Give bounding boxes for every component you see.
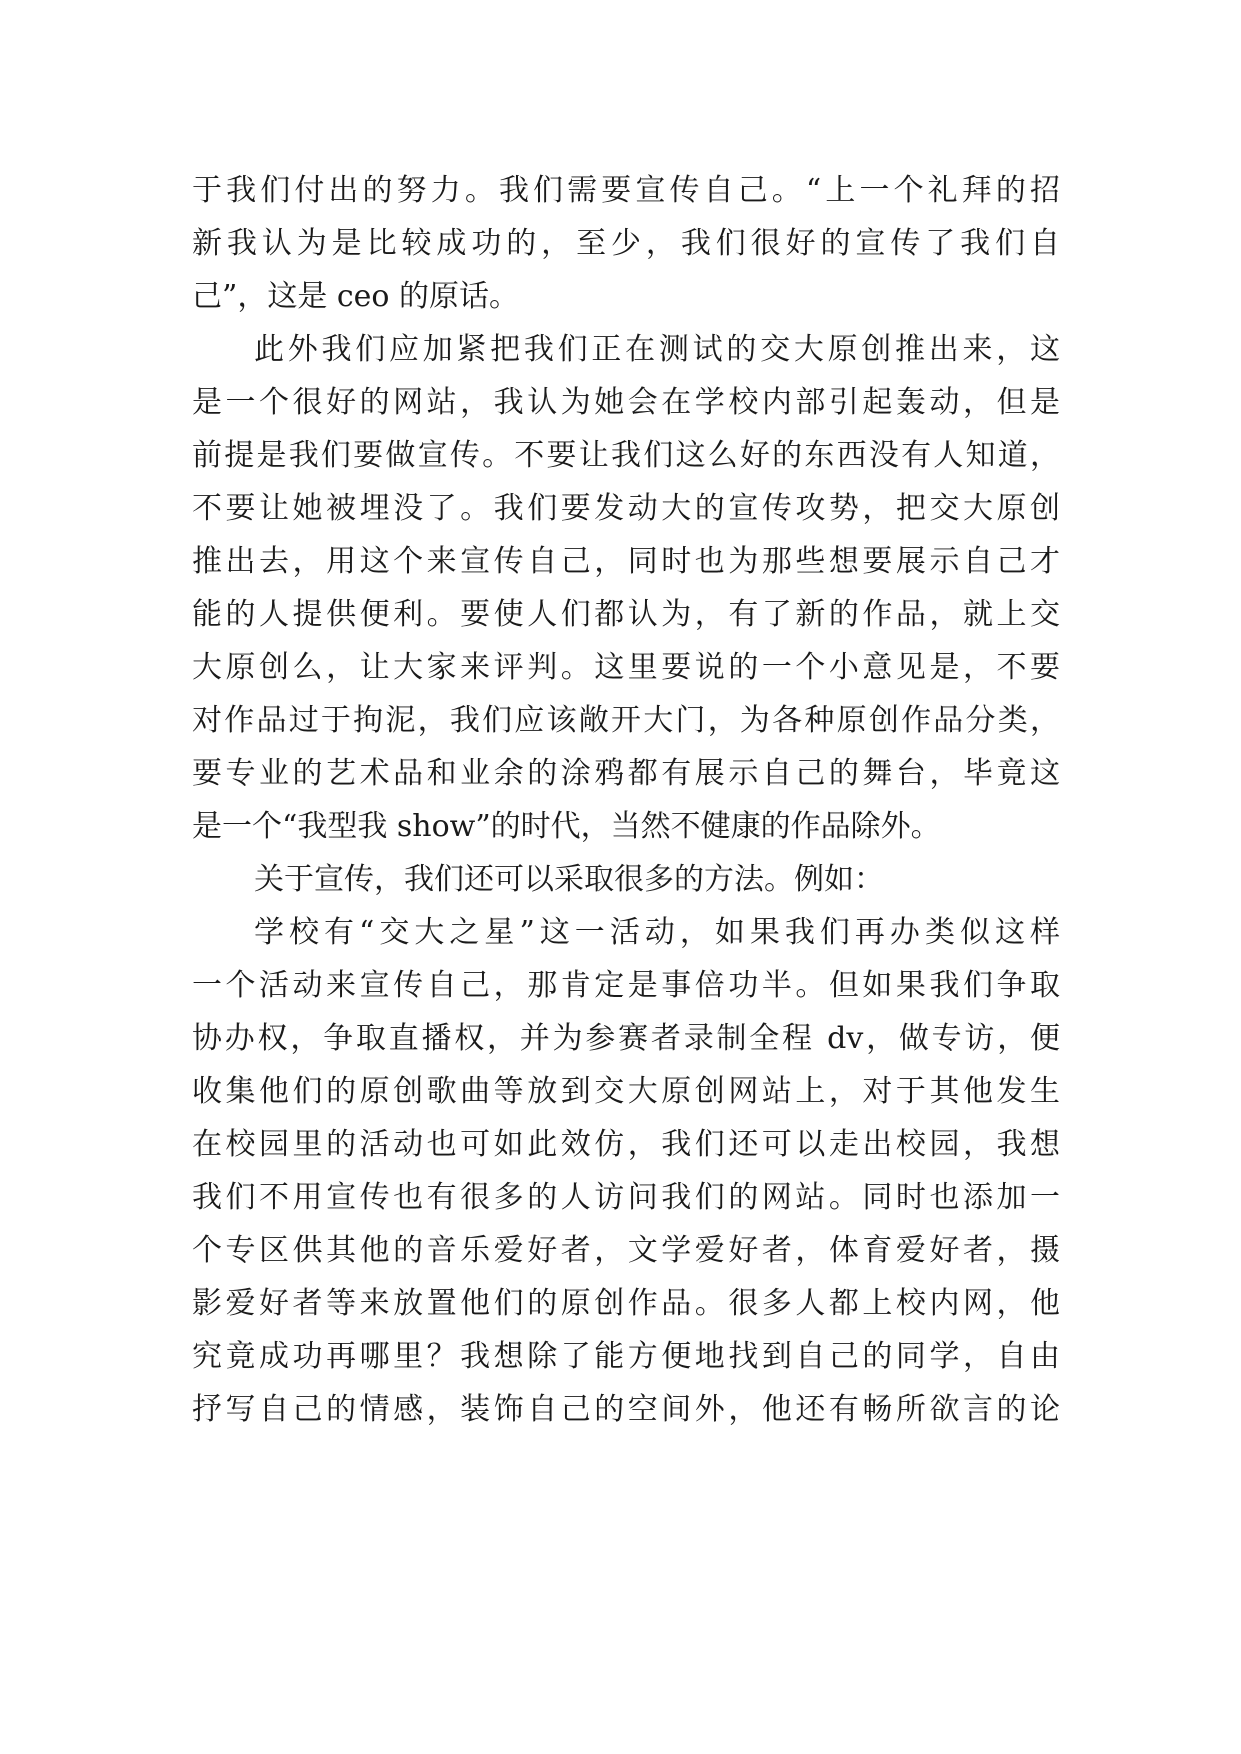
text-line: 关于宣传，我们还可以采取很多的方法。例如：	[254, 862, 884, 897]
text-line: 不要让她被埋没了。我们要发动大的宣传攻势，把交大原创	[192, 491, 1060, 526]
text-line: 此外我们应加紧把我们正在测试的交大原创推出来，这	[254, 332, 1060, 367]
text-line: 一个活动来宣传自己，那肯定是事倍功半。但如果我们争取	[192, 968, 1060, 1003]
text-line: 对作品过于拘泥，我们应该敞开大门，为各种原创作品分类，	[192, 703, 1060, 738]
text-line: 新我认为是比较成功的，至少，我们很好的宣传了我们自	[192, 226, 1060, 261]
text-line: 于我们付出的努力。我们需要宣传自己。“上一个礼拜的招	[192, 173, 1060, 208]
text-line: 我们不用宣传也有很多的人访问我们的网站。同时也添加一	[192, 1180, 1060, 1215]
text-line: 协办权，争取直播权，并为参赛者录制全程 dv，做专访，便	[192, 1021, 1060, 1056]
text-line: 究竟成功再哪里？我想除了能方便地找到自己的同学，自由	[192, 1339, 1060, 1374]
text-line: 前提是我们要做宣传。不要让我们这么好的东西没有人知道，	[192, 438, 1060, 473]
text-line: 能的人提供便利。要使人们都认为，有了新的作品，就上交	[192, 597, 1060, 632]
text-line: 个专区供其他的音乐爱好者，文学爱好者，体育爱好者，摄	[192, 1233, 1060, 1268]
text-line: 是一个很好的网站，我认为她会在学校内部引起轰动，但是	[192, 385, 1060, 420]
body-text	[192, 164, 1060, 1436]
text-line: 推出去，用这个来宣传自己，同时也为那些想要展示自己才	[192, 544, 1060, 579]
text-line: 抒写自己的情感，装饰自己的空间外，他还有畅所欲言的论	[192, 1392, 1060, 1427]
text-line: 在校园里的活动也可如此效仿，我们还可以走出校园，我想	[192, 1127, 1060, 1162]
text-line: 己”，这是 ceo 的原话。	[192, 279, 520, 314]
text-line: 学校有“交大之星”这一活动，如果我们再办类似这样	[254, 915, 1060, 950]
text-line: 要专业的艺术品和业余的涂鸦都有展示自己的舞台，毕竟这	[192, 756, 1060, 791]
text-line: 影爱好者等来放置他们的原创作品。很多人都上校内网，他	[192, 1286, 1060, 1321]
text-line: 是一个“我型我 show”的时代，当然不健康的作品除外。	[192, 809, 941, 844]
text-line: 大原创么，让大家来评判。这里要说的一个小意见是，不要	[192, 650, 1060, 685]
text-line: 收集他们的原创歌曲等放到交大原创网站上，对于其他发生	[192, 1074, 1060, 1109]
